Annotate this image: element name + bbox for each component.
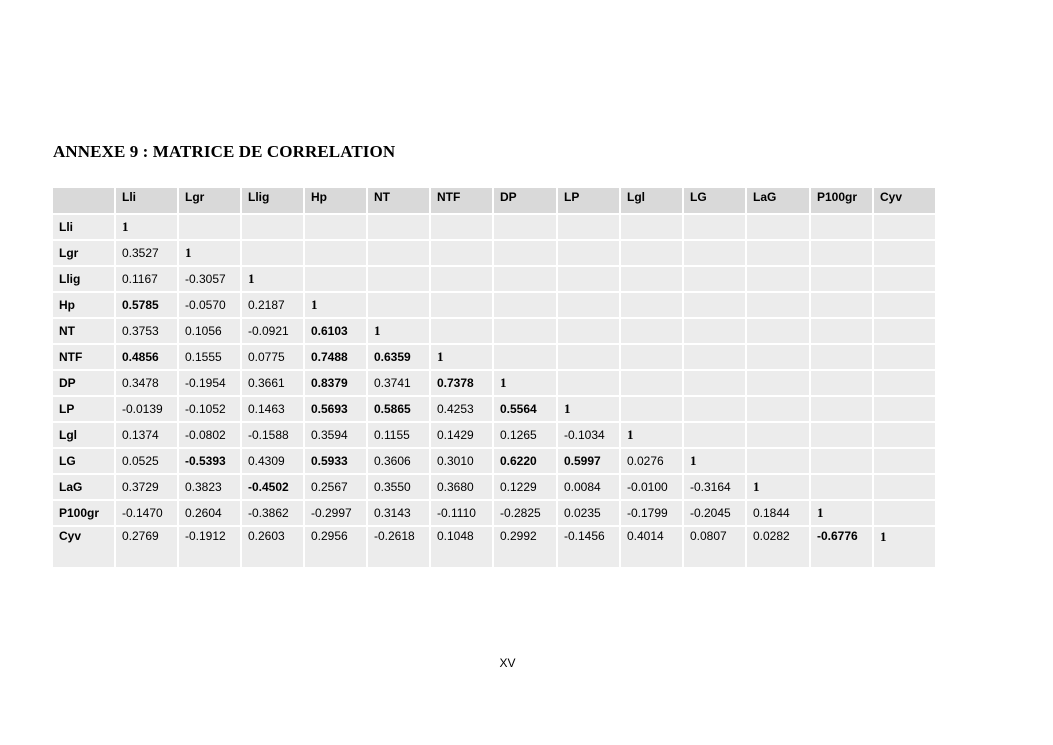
column-header: Lgr (179, 188, 240, 213)
correlation-cell: 0.0525 (116, 449, 177, 473)
empty-cell (747, 241, 809, 265)
correlation-cell: 0.3010 (431, 449, 492, 473)
empty-cell (621, 293, 682, 317)
empty-cell (494, 215, 556, 239)
empty-cell (558, 267, 619, 291)
correlation-cell: 0.3741 (368, 371, 429, 395)
empty-cell (684, 397, 745, 421)
correlation-cell: -0.0570 (179, 293, 240, 317)
column-header: NT (368, 188, 429, 213)
empty-cell (494, 345, 556, 369)
correlation-cell: 0.0276 (621, 449, 682, 473)
correlation-cell: 0.6220 (494, 449, 556, 473)
diagonal-cell: 1 (494, 371, 556, 395)
correlation-cell: -0.0100 (621, 475, 682, 499)
correlation-cell: -0.0139 (116, 397, 177, 421)
correlation-cell: -0.0921 (242, 319, 303, 343)
empty-cell (431, 319, 492, 343)
empty-cell (305, 267, 366, 291)
correlation-cell: -0.1456 (558, 527, 619, 567)
row-label: Cyv (53, 527, 114, 567)
empty-cell (747, 267, 809, 291)
correlation-cell: 0.2604 (179, 501, 240, 525)
row-label: Lgl (53, 423, 114, 447)
empty-cell (179, 215, 240, 239)
empty-cell (621, 241, 682, 265)
empty-cell (874, 319, 935, 343)
empty-cell (431, 241, 492, 265)
empty-cell (305, 215, 366, 239)
diagonal-cell: 1 (874, 527, 935, 567)
empty-cell (811, 293, 872, 317)
correlation-cell: -0.3862 (242, 501, 303, 525)
empty-cell (811, 345, 872, 369)
correlation-cell: -0.1954 (179, 371, 240, 395)
column-header: Cyv (874, 188, 935, 213)
empty-cell (621, 397, 682, 421)
row-label: Lgr (53, 241, 114, 265)
empty-cell (558, 319, 619, 343)
empty-cell (431, 293, 492, 317)
correlation-cell: 0.1056 (179, 319, 240, 343)
header-row (53, 188, 935, 213)
table-row (53, 527, 935, 567)
correlation-cell: 0.0235 (558, 501, 619, 525)
empty-cell (811, 319, 872, 343)
diagonal-cell: 1 (305, 293, 366, 317)
row-label: LaG (53, 475, 114, 499)
table-row (53, 449, 935, 473)
table-row (53, 267, 935, 291)
correlation-cell: 0.1555 (179, 345, 240, 369)
empty-cell (811, 267, 872, 291)
empty-cell (811, 475, 872, 499)
correlation-cell: 0.3478 (116, 371, 177, 395)
correlation-cell: 0.4856 (116, 345, 177, 369)
empty-cell (558, 293, 619, 317)
correlation-cell: 0.3753 (116, 319, 177, 343)
column-header: LaG (747, 188, 809, 213)
correlation-cell: 0.5785 (116, 293, 177, 317)
correlation-cell: 0.1167 (116, 267, 177, 291)
empty-cell (747, 397, 809, 421)
correlation-cell: 0.2567 (305, 475, 366, 499)
diagonal-cell: 1 (431, 345, 492, 369)
row-label: LP (53, 397, 114, 421)
empty-cell (874, 293, 935, 317)
empty-cell (558, 371, 619, 395)
empty-cell (242, 215, 303, 239)
correlation-cell: -0.0802 (179, 423, 240, 447)
empty-cell (874, 475, 935, 499)
correlation-cell: 0.5997 (558, 449, 619, 473)
empty-cell (494, 319, 556, 343)
empty-cell (305, 241, 366, 265)
correlation-cell: 0.0807 (684, 527, 745, 567)
column-header: Lli (116, 188, 177, 213)
empty-cell (811, 449, 872, 473)
diagonal-cell: 1 (621, 423, 682, 447)
diagonal-cell: 1 (684, 449, 745, 473)
correlation-cell: -0.3164 (684, 475, 745, 499)
empty-cell (874, 371, 935, 395)
empty-cell (621, 371, 682, 395)
correlation-cell: -0.1052 (179, 397, 240, 421)
correlation-cell: 0.6359 (368, 345, 429, 369)
table-row (53, 345, 935, 369)
empty-cell (684, 215, 745, 239)
diagonal-cell: 1 (811, 501, 872, 525)
column-header: Lgl (621, 188, 682, 213)
row-label: LG (53, 449, 114, 473)
row-label: Hp (53, 293, 114, 317)
row-label: Lli (53, 215, 114, 239)
empty-cell (874, 215, 935, 239)
empty-cell (684, 267, 745, 291)
empty-cell (684, 423, 745, 447)
diagonal-cell: 1 (242, 267, 303, 291)
empty-cell (368, 215, 429, 239)
empty-cell (747, 371, 809, 395)
correlation-cell: 0.4253 (431, 397, 492, 421)
diagonal-cell: 1 (747, 475, 809, 499)
table-row (53, 423, 935, 447)
correlation-cell: -0.2997 (305, 501, 366, 525)
correlation-cell: -0.1470 (116, 501, 177, 525)
correlation-cell: 0.3550 (368, 475, 429, 499)
empty-cell (242, 241, 303, 265)
empty-cell (684, 319, 745, 343)
correlation-cell: 0.2769 (116, 527, 177, 567)
empty-cell (368, 267, 429, 291)
row-label: Llig (53, 267, 114, 291)
correlation-cell: 0.5933 (305, 449, 366, 473)
empty-cell (747, 423, 809, 447)
row-label: NTF (53, 345, 114, 369)
table-row (53, 475, 935, 499)
column-header: NTF (431, 188, 492, 213)
empty-cell (621, 345, 682, 369)
empty-cell (747, 319, 809, 343)
correlation-cell: 0.4014 (621, 527, 682, 567)
table-row (53, 319, 935, 343)
empty-cell (621, 319, 682, 343)
correlation-cell: 0.1374 (116, 423, 177, 447)
correlation-cell: 0.3143 (368, 501, 429, 525)
correlation-cell: -0.1034 (558, 423, 619, 447)
empty-cell (747, 345, 809, 369)
table-row (53, 501, 935, 525)
correlation-cell: 0.3729 (116, 475, 177, 499)
empty-cell (558, 215, 619, 239)
correlation-cell: 0.3606 (368, 449, 429, 473)
empty-cell (874, 267, 935, 291)
correlation-cell: 0.2187 (242, 293, 303, 317)
correlation-cell: -0.6776 (811, 527, 872, 567)
correlation-cell: -0.3057 (179, 267, 240, 291)
empty-cell (811, 215, 872, 239)
correlation-cell: 0.0775 (242, 345, 303, 369)
correlation-cell: 0.0084 (558, 475, 619, 499)
correlation-cell: 0.4309 (242, 449, 303, 473)
empty-cell (431, 215, 492, 239)
empty-cell (558, 241, 619, 265)
empty-cell (874, 423, 935, 447)
column-header: P100gr (811, 188, 872, 213)
empty-cell (684, 345, 745, 369)
column-header: LG (684, 188, 745, 213)
correlation-cell: 0.2992 (494, 527, 556, 567)
row-label: P100gr (53, 501, 114, 525)
empty-cell (621, 215, 682, 239)
empty-cell (747, 293, 809, 317)
correlation-cell: 0.7488 (305, 345, 366, 369)
column-header: Llig (242, 188, 303, 213)
empty-cell (874, 449, 935, 473)
page-number: XV (499, 656, 516, 670)
correlation-cell: 0.5693 (305, 397, 366, 421)
column-header: LP (558, 188, 619, 213)
correlation-cell: 0.1048 (431, 527, 492, 567)
correlation-cell: 0.5564 (494, 397, 556, 421)
diagonal-cell: 1 (116, 215, 177, 239)
empty-cell (684, 371, 745, 395)
correlation-cell: -0.2045 (684, 501, 745, 525)
empty-cell (811, 371, 872, 395)
matrix-body (53, 188, 935, 567)
row-label: DP (53, 371, 114, 395)
table-row (53, 293, 935, 317)
correlation-cell: 0.1229 (494, 475, 556, 499)
column-header: DP (494, 188, 556, 213)
row-label: NT (53, 319, 114, 343)
diagonal-cell: 1 (179, 241, 240, 265)
empty-cell (368, 293, 429, 317)
empty-cell (811, 423, 872, 447)
table-row (53, 215, 935, 239)
empty-cell (811, 241, 872, 265)
empty-cell (494, 241, 556, 265)
empty-cell (747, 215, 809, 239)
correlation-cell: 0.2603 (242, 527, 303, 567)
empty-cell (874, 241, 935, 265)
correlation-cell: 0.1844 (747, 501, 809, 525)
empty-cell (558, 345, 619, 369)
correlation-cell: 0.1155 (368, 423, 429, 447)
empty-cell (874, 345, 935, 369)
correlation-cell: -0.2618 (368, 527, 429, 567)
column-header: Hp (305, 188, 366, 213)
empty-cell (494, 293, 556, 317)
correlation-cell: -0.5393 (179, 449, 240, 473)
empty-cell (874, 501, 935, 525)
correlation-cell: -0.1912 (179, 527, 240, 567)
table-row (53, 397, 935, 421)
empty-cell (684, 293, 745, 317)
corner-cell (53, 188, 114, 213)
table-row (53, 241, 935, 265)
diagonal-cell: 1 (368, 319, 429, 343)
correlation-cell: 0.8379 (305, 371, 366, 395)
empty-cell (494, 267, 556, 291)
table-row (53, 371, 935, 395)
empty-cell (431, 267, 492, 291)
correlation-cell: 0.0282 (747, 527, 809, 567)
correlation-cell: 0.3680 (431, 475, 492, 499)
empty-cell (621, 267, 682, 291)
empty-cell (747, 449, 809, 473)
correlation-cell: -0.1588 (242, 423, 303, 447)
correlation-cell: 0.1429 (431, 423, 492, 447)
empty-cell (684, 241, 745, 265)
correlation-cell: -0.1110 (431, 501, 492, 525)
correlation-cell: 0.1265 (494, 423, 556, 447)
correlation-cell: 0.5865 (368, 397, 429, 421)
correlation-cell: 0.6103 (305, 319, 366, 343)
empty-cell (874, 397, 935, 421)
empty-cell (368, 241, 429, 265)
correlation-cell: 0.3823 (179, 475, 240, 499)
correlation-cell: 0.7378 (431, 371, 492, 395)
correlation-cell: -0.2825 (494, 501, 556, 525)
correlation-cell: -0.1799 (621, 501, 682, 525)
page-title: ANNEXE 9 : MATRICE DE CORRELATION (53, 142, 396, 161)
correlation-cell: 0.3527 (116, 241, 177, 265)
correlation-cell: 0.1463 (242, 397, 303, 421)
correlation-cell: -0.4502 (242, 475, 303, 499)
correlation-cell: 0.3594 (305, 423, 366, 447)
empty-cell (811, 397, 872, 421)
correlation-matrix-table (51, 186, 937, 569)
correlation-cell: 0.2956 (305, 527, 366, 567)
correlation-cell: 0.3661 (242, 371, 303, 395)
diagonal-cell: 1 (558, 397, 619, 421)
